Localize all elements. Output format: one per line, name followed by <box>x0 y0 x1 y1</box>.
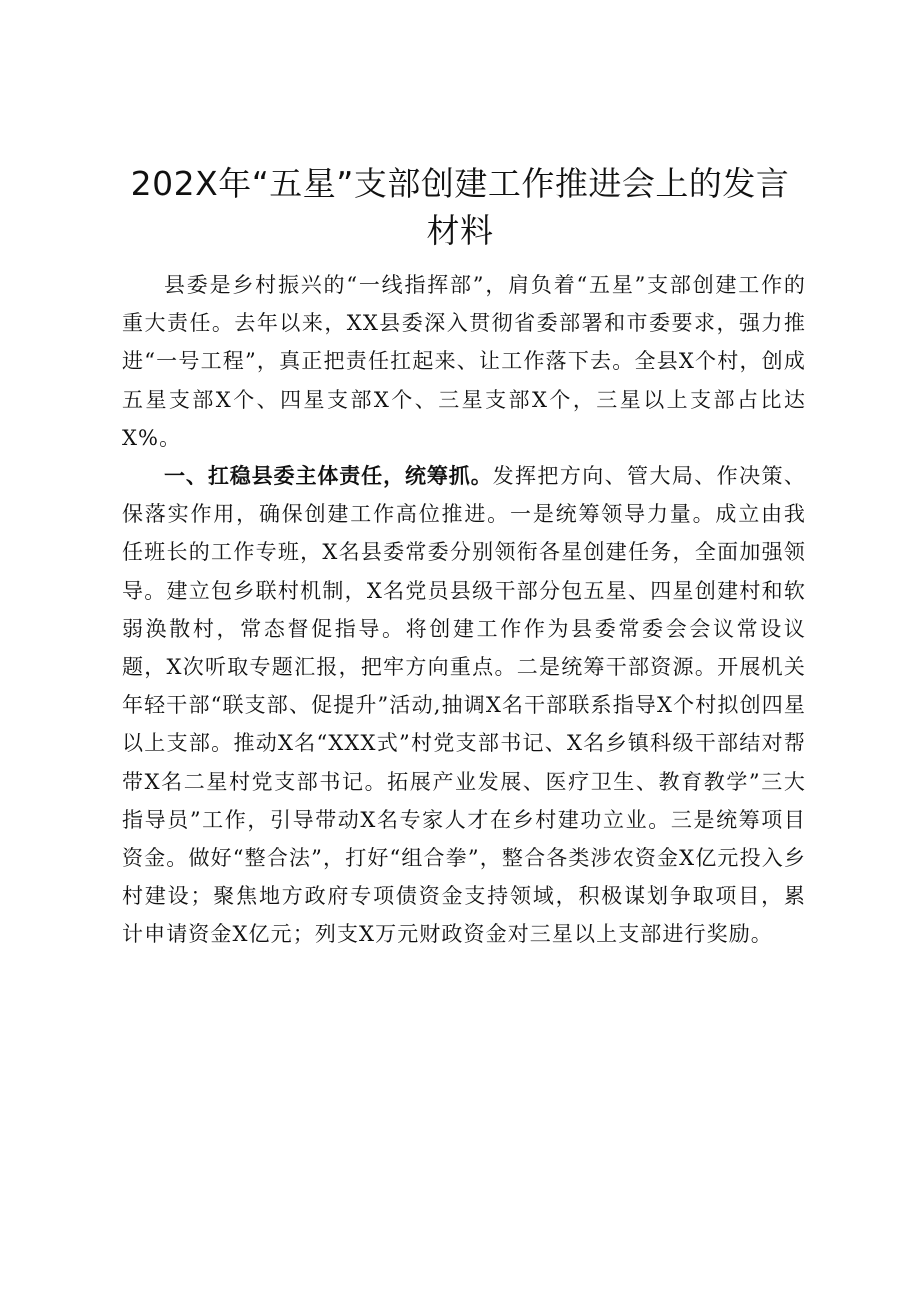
title-line-2: 材料 <box>426 211 494 250</box>
section-1-heading: 一、扛稳县委主体责任，统筹抓。 <box>164 464 493 489</box>
paragraph-section-1 <box>122 457 806 954</box>
section-1-text: 发挥把方向、管大局、作决策、保落实作用，确保创建工作高位推进。一是统筹领导力量。成立由我任班长的工作专班，X名县委常委分别领衔各星创建任务，全面加强领导。建立包乡联村机制，X名党员县级干部分包五星、四星创建村和软弱涣散村，常态督促指导。将创建工作作为县委常委会会议常设议题，X次听取专题汇报，把牢方向重点。二是统筹干部资源。开展机关年轻干部“联支部、促提升”活动,抽调X名干部联系指导X个村拟创四星以上支部。推动X名“XXX式”村党支部书记、X名乡镇科级干部结对帮带X名二星村党支部书记。拓展产业发展、医疗卫生、教育教学”三大指导员”工作，引导带动X名专家人才在乡村建功立业。三是统筹项目资金。做好“整合法”，打好“组合拳”，整合各类涉农资金X亿元投入乡村建设；聚焦地方政府专项债资金支持领域，积极谋划争取项目，累计申请资金X亿元；列支X万元财政资金对三星以上支部进行奖励。 <box>122 464 806 947</box>
page-title <box>100 160 820 254</box>
paragraph-intro-text: 县委是乡村振兴的“一线指挥部”，肩负着“五星”支部创建工作的重大责任。去年以来，XX县委深入贯彻省委部署和市委要求，强力推进“一号工程”，真正把责任扛起来、让工作落下去。全县X个村，创成五星支部X个、四星支部X个、三星支部X个，三星以上支部占比达X%。 <box>122 273 806 450</box>
paragraph-intro <box>122 266 806 457</box>
title-line-1: 202X年“五星”支部创建工作推进会上的发言 <box>130 164 790 203</box>
document-body <box>122 266 806 954</box>
